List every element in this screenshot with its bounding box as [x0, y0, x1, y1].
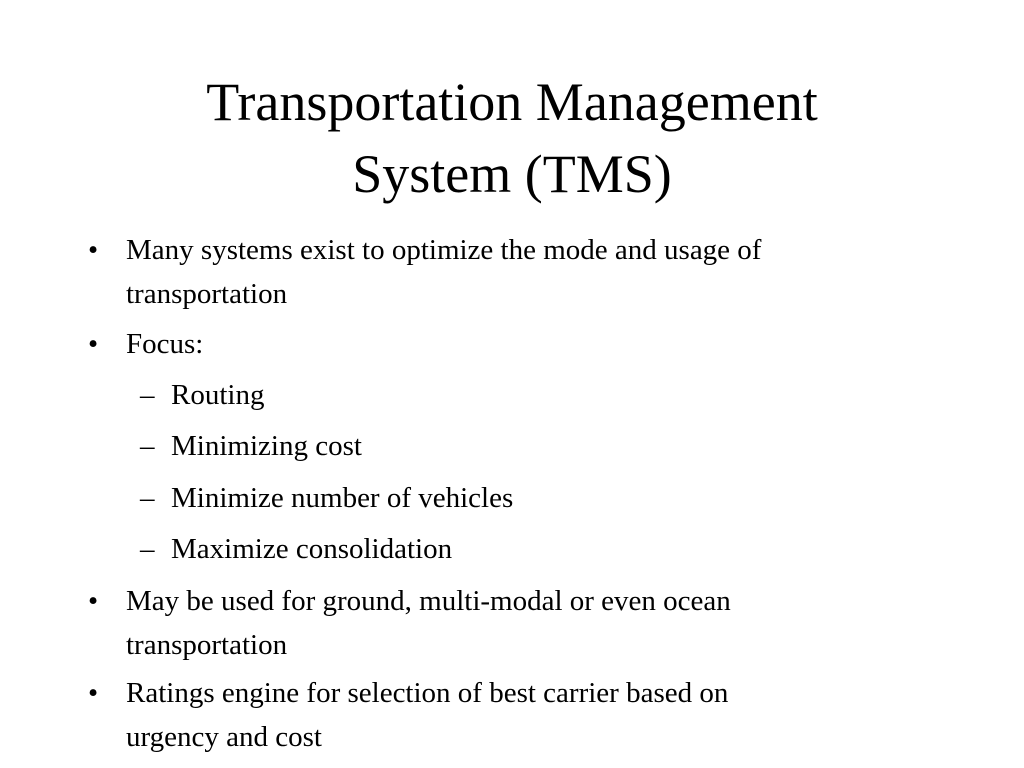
bullet-text-line-2: transportation	[126, 278, 288, 310]
sub-bullet-marker: –	[140, 482, 155, 514]
sub-item-text: Minimize number of vehicles	[171, 482, 514, 514]
sub-bullet-marker: –	[140, 430, 155, 462]
bullet-marker: •	[88, 585, 99, 617]
bullet-item-3	[88, 579, 731, 667]
sub-item-1	[140, 373, 265, 417]
slide-title-line-1: Transportation Management	[206, 72, 818, 132]
bullet-marker: •	[88, 328, 99, 360]
sub-item-text: Maximize consolidation	[171, 533, 453, 565]
sub-bullet-marker: –	[140, 533, 155, 565]
bullet-text-line-1: Many systems exist to optimize the mode and usage of	[126, 234, 762, 266]
slide-title-line-2: System (TMS)	[352, 144, 672, 204]
sub-bullet-marker: –	[140, 379, 155, 411]
bullet-marker: •	[88, 677, 99, 709]
sub-item-4	[140, 527, 453, 571]
bullet-text-line-1: May be used for ground, multi-modal or even ocean	[126, 585, 731, 617]
bullet-text-line-1: Ratings engine for selection of best carrier based on	[126, 677, 729, 709]
sub-item-text: Routing	[171, 379, 265, 411]
bullet-item-2	[88, 322, 204, 366]
sub-item-2	[140, 424, 362, 468]
sub-item-3	[140, 476, 514, 520]
bullet-text: Focus:	[126, 328, 204, 360]
sub-item-text: Minimizing cost	[171, 430, 362, 462]
bullet-marker: •	[88, 234, 99, 266]
bullet-text-line-2: transportation	[126, 629, 288, 661]
bullet-item-1	[88, 228, 762, 316]
bullet-text-line-2: urgency and cost	[126, 721, 322, 753]
bullet-item-4	[88, 671, 729, 759]
